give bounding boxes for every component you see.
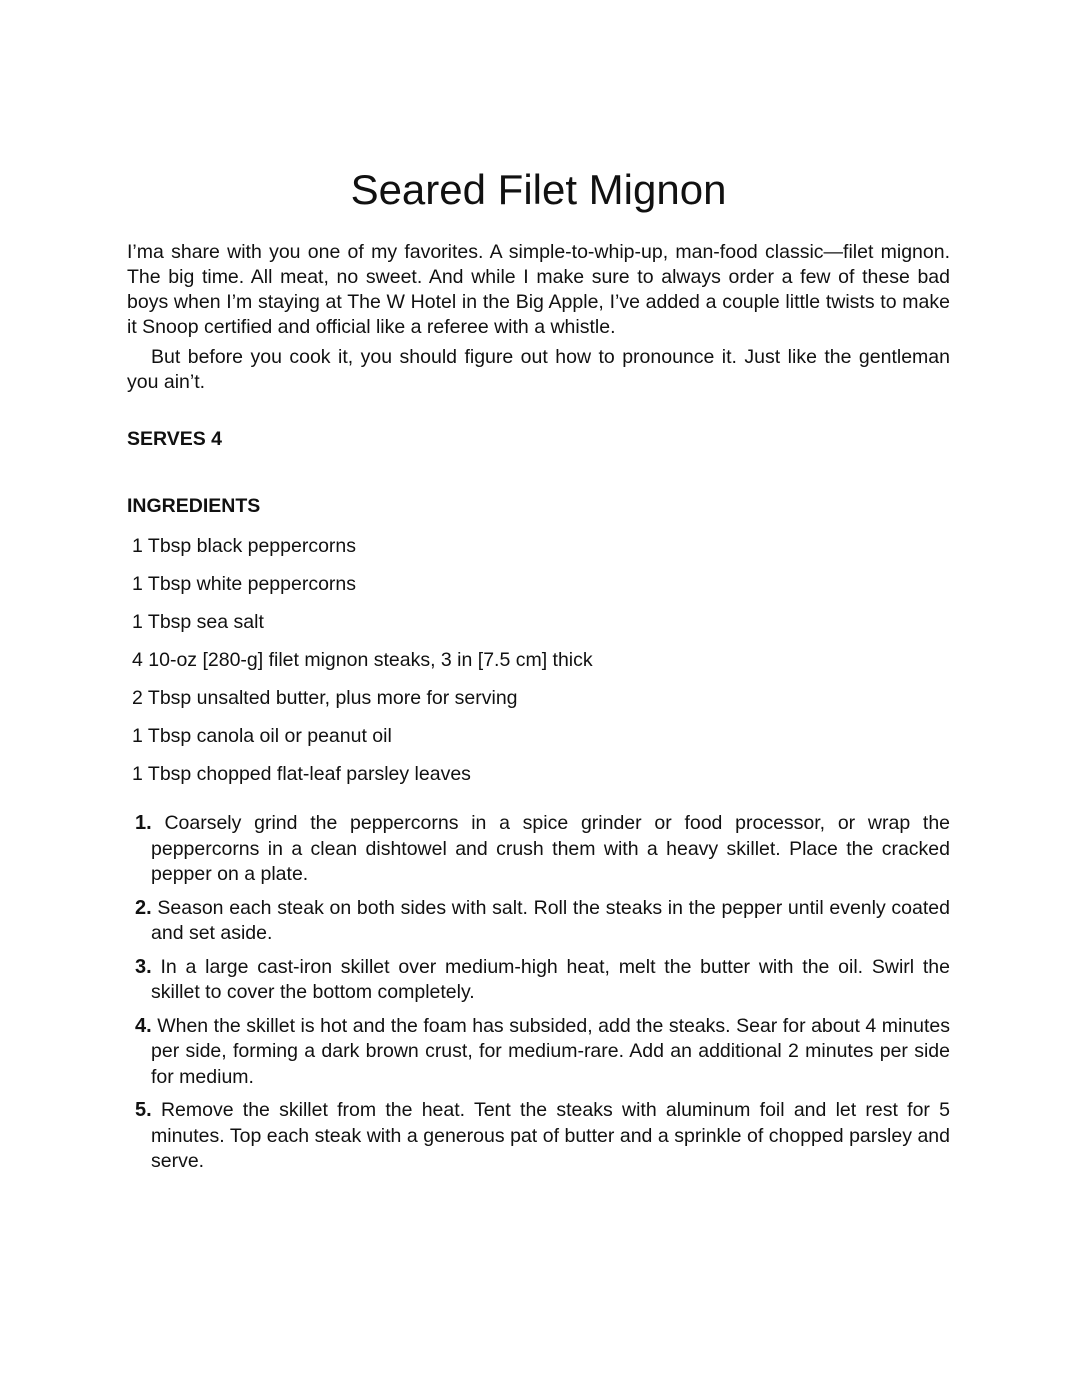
intro-paragraph: But before you cook it, you should figure out how to pronounce it. Just like the gentleman you ain’t. bbox=[127, 346, 950, 393]
step-number: 1. bbox=[135, 812, 152, 834]
step-text: Coarsely grind the peppercorns in a spice grinder or food processor, or wrap the peppercorns in a clean dishtowel and crush them with a heavy skillet. Place the cracked pepper on a plate. bbox=[151, 812, 951, 885]
method-step bbox=[135, 1014, 950, 1091]
method-step bbox=[135, 955, 950, 1006]
step-number: 4. bbox=[135, 1014, 152, 1037]
step-text: In a large cast-iron skillet over medium-high heat, melt the butter with the oil. Swirl the skillet to cover the bottom completely. bbox=[151, 955, 950, 1003]
intro-paragraph: I’ma share with you one of my favorites. A simple-to-whip-up, man-food classic—filet mignon. The big time. All meat, no sweet. And while I make sure to always order a few of these bad boys when I’m staying at The W Hotel in the Big Apple, I’ve added a couple little twists to make it Snoop certified and official like a referee with a whistle. bbox=[127, 241, 950, 338]
method-step bbox=[135, 896, 950, 947]
ingredient-item: 1 Tbsp sea salt bbox=[132, 611, 264, 633]
step-number: 3. bbox=[135, 955, 152, 978]
recipe-intro bbox=[127, 240, 950, 395]
ingredient-item: 4 10-oz [280-g] filet mignon steaks, 3 in [7.5 cm] thick bbox=[132, 649, 593, 671]
step-text: When the skillet is hot and the foam has subsided, add the steaks. Sear for about 4 minutes per side, forming a dark brown crust, for medium-rare. Add an additional 2 minutes per side for medium. bbox=[151, 1014, 951, 1088]
recipe-title: Seared Filet Mignon bbox=[350, 166, 727, 213]
ingredients-heading: INGREDIENTS bbox=[127, 495, 261, 517]
step-number: 5. bbox=[135, 1099, 152, 1121]
method-steps bbox=[135, 811, 950, 1183]
ingredient-item: 1 Tbsp black peppercorns bbox=[132, 535, 357, 557]
ingredient-item: 1 Tbsp chopped flat-leaf parsley leaves bbox=[132, 763, 471, 785]
ingredient-item: 1 Tbsp white peppercorns bbox=[132, 573, 357, 595]
step-text: Remove the skillet from the heat. Tent the steaks with aluminum foil and let rest for 5 minutes. Top each steak with a generous pat of butter and a sprinkle of chopped parsley and serve. bbox=[151, 1099, 951, 1172]
ingredient-item: 2 Tbsp unsalted butter, plus more for serving bbox=[132, 687, 518, 709]
step-text: Season each steak on both sides with salt. Roll the steaks in the pepper until evenly coated and set aside. bbox=[151, 896, 950, 944]
step-number: 2. bbox=[135, 896, 152, 919]
method-step bbox=[135, 1098, 950, 1175]
ingredient-item: 1 Tbsp canola oil or peanut oil bbox=[132, 725, 392, 747]
method-step bbox=[135, 811, 950, 888]
serves-label: SERVES 4 bbox=[127, 428, 223, 450]
ingredients-list bbox=[132, 534, 593, 800]
